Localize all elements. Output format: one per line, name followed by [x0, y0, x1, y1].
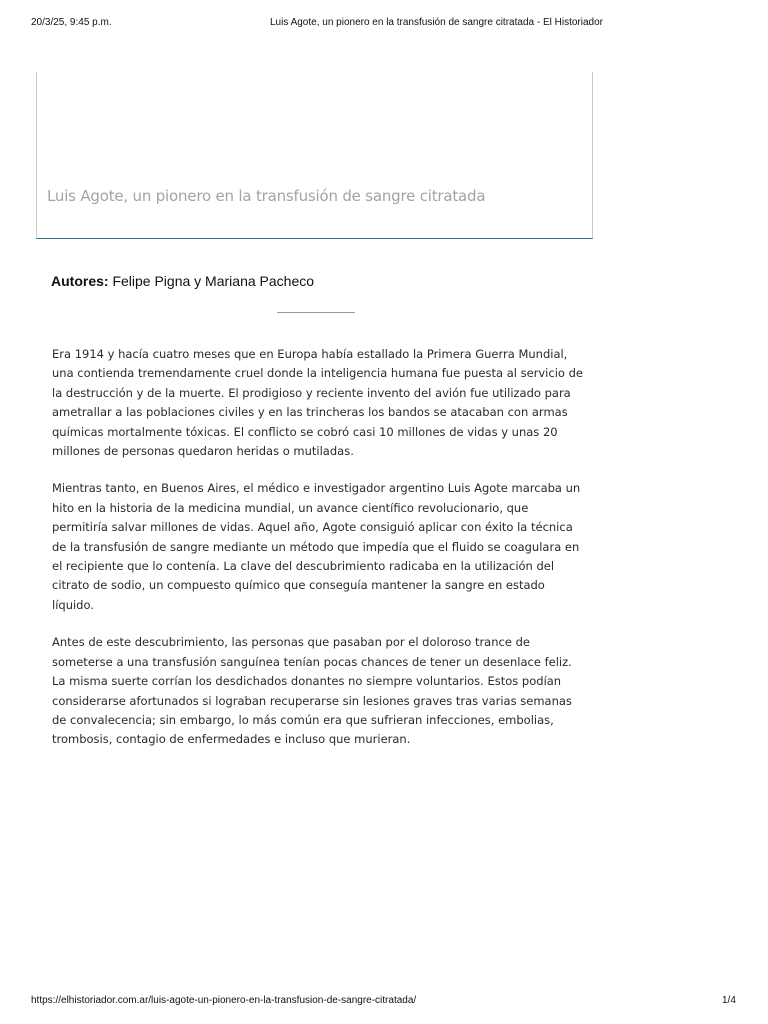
print-footer-page-number: 1/4 — [722, 995, 736, 1006]
print-footer-url: https://elhistoriador.com.ar/luis-agote-un-pionero-en-la-transfusion-de-sangre-citratada/ — [31, 995, 417, 1006]
article-paragraph: Antes de este descubrimiento, las personas que pasaban por el doloroso trance de someterse a una transfusión sanguínea tenían pocas chances de tener un desenlace feliz. La misma suerte corrían los desdichados donantes no siempre voluntarios. Estos podían considerarse afortunados si lograban recuperarse sin lesiones graves tras varias semanas de convalecencia; sin embargo, lo más común era que sufrieran infecciones, embolias, trombosis, contagio de enfermedades e incluso que murieran. — [52, 635, 572, 747]
section-divider — [277, 312, 355, 313]
article-authors — [51, 273, 314, 289]
authors-label: Autores: — [51, 273, 109, 289]
article-body — [52, 345, 584, 768]
authors-names: Felipe Pigna y Mariana Pacheco — [108, 273, 315, 289]
article-hero — [36, 72, 593, 239]
article-title: Luis Agote, un pionero en la transfusión de sangre citratada — [47, 187, 486, 205]
article-paragraph: Mientras tanto, en Buenos Aires, el médico e investigador argentino Luis Agote marcaba un hito en la historia de la medicina mundial, un avance científico revolucionario, que permitiría salvar millones de vidas. Aquel año, Agote consiguió aplicar con éxito la técnica de la transfusión de sangre mediante un método que impedía que el fluido se coagulara en el recipiente que lo contenía. La clave del descubrimiento radicaba en la utilización del citrato de sodio, un compuesto químico que conseguía mantener la sangre en estado líquido. — [52, 481, 581, 612]
print-header-datetime: 20/3/25, 9:45 p.m. — [31, 17, 112, 28]
print-header-page-title: Luis Agote, un pionero en la transfusión de sangre citratada - El Historiador — [270, 17, 603, 28]
article-paragraph: Era 1914 y hacía cuatro meses que en Europa había estallado la Primera Guerra Mundial, una contienda tremendamente cruel donde la inteligencia humana fue puesta al servicio de la destrucción y de la muerte. El prodigioso y reciente invento del avión fue utilizado para ametrallar a las poblaciones civiles y en las trincheras los bandos se atacaban con armas químicas mortalmente tóxicas. El conflicto se cobró casi 10 millones de vidas y unas 20 millones de personas quedaron heridas o mutiladas. — [52, 347, 583, 459]
